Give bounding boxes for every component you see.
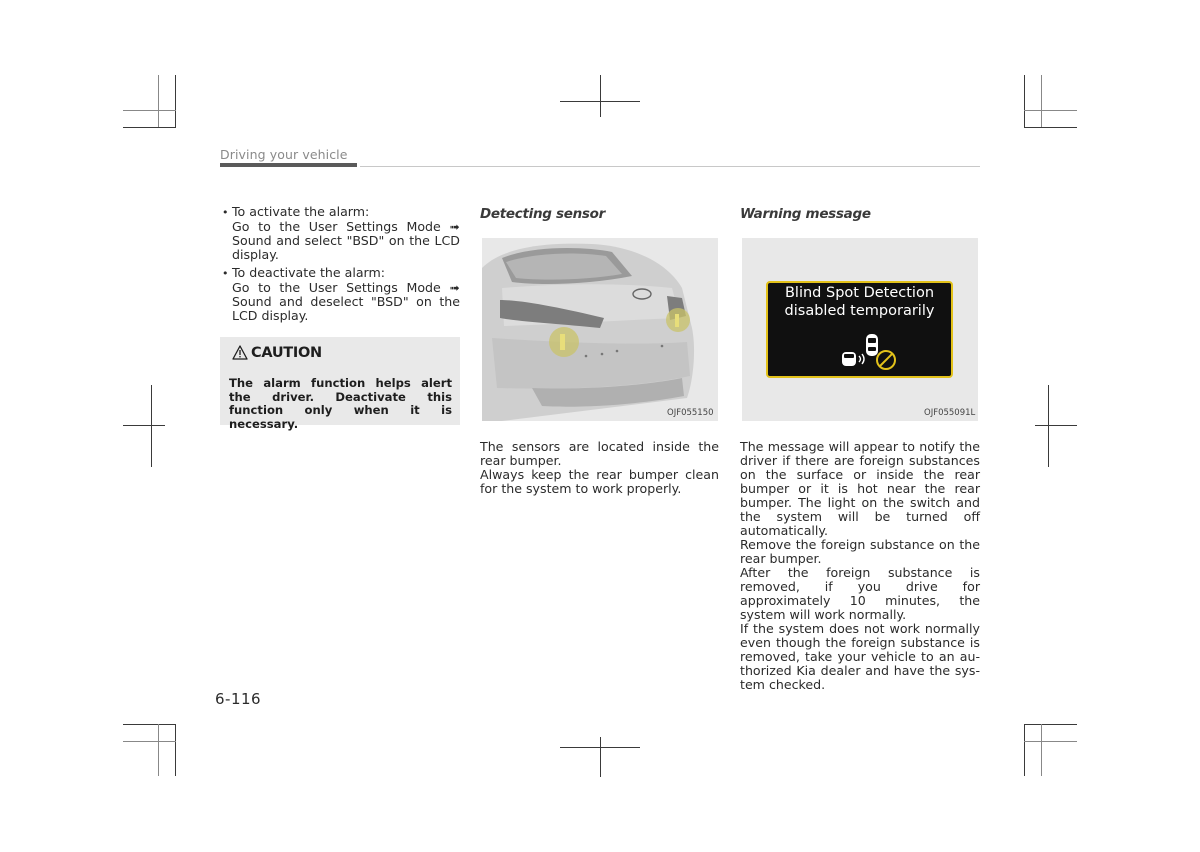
detecting-sensor-text	[480, 440, 719, 496]
caution-text: The alarm function helps alert the driver. Deactivate this function only when it is necessary.	[229, 376, 452, 431]
page-number: 6-116	[215, 690, 262, 708]
paragraph: If the system does not work normally even though the foreign substance is removed, take your vehicle to an authorized Kia dealer and have the system checked.	[740, 621, 980, 692]
warning-triangle-icon	[232, 345, 248, 360]
header-rule-dark	[220, 163, 357, 167]
display-message-line1: Blind Spot Detection	[784, 285, 935, 301]
paragraph: The message will appear to notify the driver if there are foreign substances on the surface or inside the rear bumper or it is hot near the rear bumper. The light on the switch and the system will be turned off automatically.	[740, 439, 980, 538]
section-title-warning-message: Warning message	[740, 206, 871, 222]
display-message	[766, 284, 953, 320]
figure-code: OJF055091L	[924, 408, 976, 418]
paragraph: After the foreign substance is removed, if you drive for approximately 10 minutes, the system will work normally.	[740, 565, 980, 622]
display-message-line2: disabled temporarily	[784, 303, 935, 319]
header-rule-light	[360, 166, 980, 167]
car-rear-figure	[482, 238, 718, 421]
bullet-body: Go to the User Settings Mode ➟ Sound and select "BSD" on the LCD display.	[232, 219, 460, 262]
warning-message-text	[740, 440, 980, 692]
section-header: Driving your vehicle	[220, 147, 348, 162]
bullet-deactivate-alarm	[222, 266, 460, 323]
paragraph: Remove the foreign substance on the rear bumper.	[740, 537, 980, 566]
section-title-detecting-sensor: Detecting sensor	[480, 206, 605, 222]
bsd-disabled-icon	[838, 330, 902, 374]
figure-code: OJF055150	[667, 408, 714, 418]
bullet-lead: • To deactivate the alarm:	[222, 266, 460, 281]
car-rear-illustration	[482, 238, 718, 421]
paragraph: Always keep the rear bumper clean for the system to work properly.	[480, 467, 719, 496]
bullet-activate-alarm	[222, 205, 460, 262]
caution-heading: CAUTION	[251, 345, 322, 361]
bullet-body: Go to the User Settings Mode ➟ Sound and deselect "BSD" on the LCD display.	[232, 280, 460, 323]
bullet-lead: • To activate the alarm:	[222, 205, 460, 220]
paragraph: The sensors are located inside the rear bumper.	[480, 439, 719, 468]
